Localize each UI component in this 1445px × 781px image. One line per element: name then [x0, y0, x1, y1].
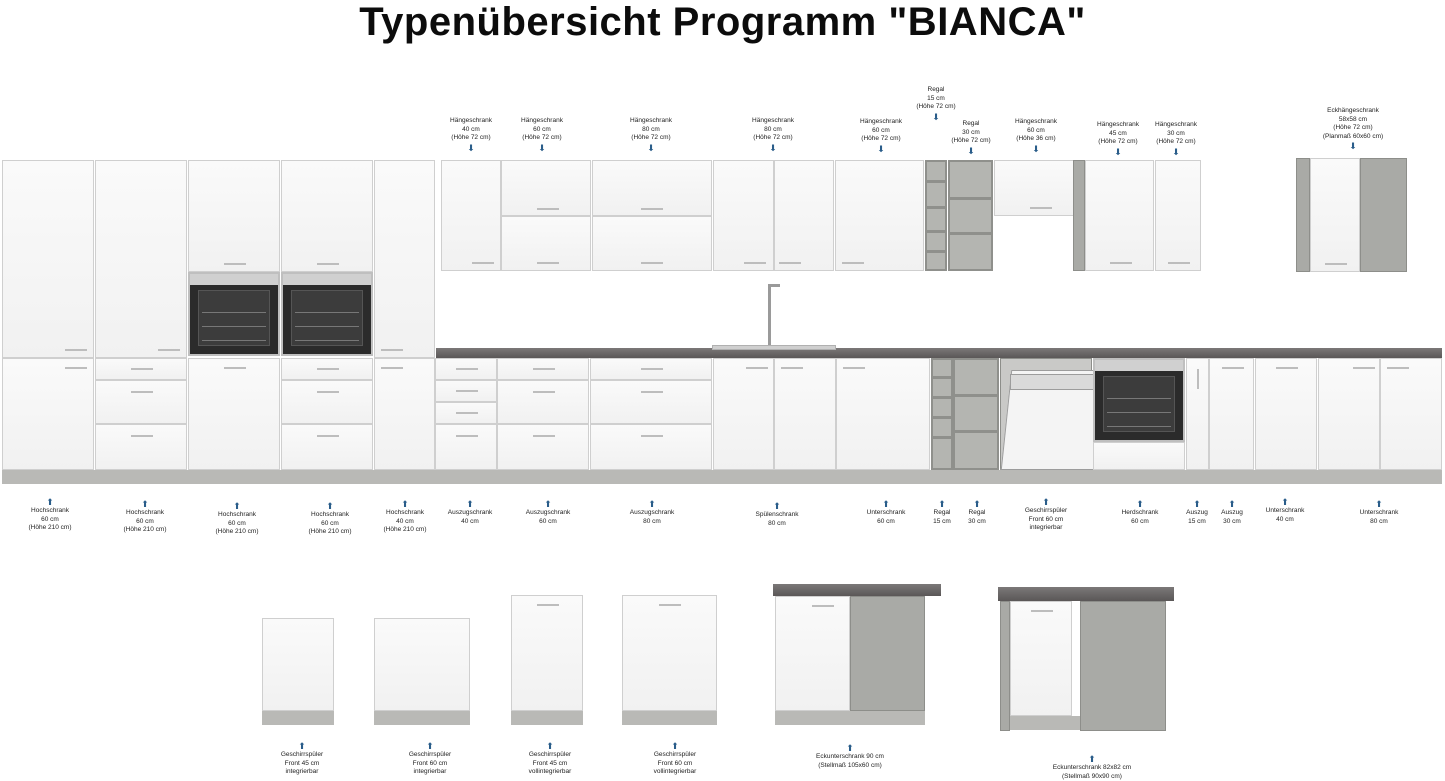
label-line: 80 cm	[630, 126, 672, 135]
label-line: Auszugschrank	[630, 509, 674, 518]
pull-out-30	[1209, 358, 1254, 470]
label-line: 60 cm	[526, 518, 570, 527]
arrow-up-icon: ⬆	[867, 500, 906, 509]
label-line: (Höhe 72 cm)	[860, 135, 902, 144]
wall-cabinet-60-lower	[501, 216, 591, 271]
label-line: 40 cm	[1266, 516, 1305, 525]
arrow-up-icon: ⬆	[816, 744, 884, 753]
tall-cabinet-3-top	[188, 160, 280, 272]
label-line: 60 cm	[1015, 127, 1057, 136]
drawer-80-1	[590, 358, 712, 380]
label-line: (Planmaß 60x60 cm)	[1323, 133, 1383, 142]
oven-2	[281, 272, 373, 356]
wall-cabinet-60b	[835, 160, 924, 271]
label-line: Hängeschrank	[1155, 121, 1197, 130]
label-line: integrierbar	[409, 768, 451, 777]
page-title: Typenübersicht Programm "BIANCA"	[0, 0, 1445, 44]
wall-cabinet-80b-right	[774, 160, 834, 271]
label-line: Regal	[951, 120, 990, 129]
arrow-up-icon: ⬆	[1266, 498, 1305, 507]
wall-cabinet-label	[1323, 107, 1383, 151]
label-line: 30 cm	[951, 129, 990, 138]
label-line: 80 cm	[752, 126, 794, 135]
wall-cabinet-80-upper	[592, 160, 712, 216]
label-line: Hängeschrank	[860, 118, 902, 127]
label-line: 60 cm	[29, 516, 72, 525]
base-cabinet-label	[216, 501, 259, 537]
wall-cabinet-45-side	[1073, 160, 1085, 271]
label-line: Herdschrank	[1122, 509, 1159, 518]
label-line: Auszugschrank	[526, 509, 570, 518]
base-cabinet-label	[124, 499, 167, 535]
base-cabinet-80-right	[1380, 358, 1442, 470]
label-line: Hängeschrank	[1015, 118, 1057, 127]
base-cabinet-label	[384, 499, 427, 535]
label-line: 60 cm	[867, 518, 906, 527]
label-line: 60 cm	[1122, 518, 1159, 527]
base-cabinet-label	[1122, 499, 1159, 526]
arrow-up-icon: ⬆	[1186, 500, 1208, 509]
sink	[712, 345, 836, 350]
base-cabinet-label	[933, 499, 951, 526]
extra-unit-label	[529, 741, 572, 777]
drawer-60-3	[497, 424, 589, 470]
label-line: (Höhe 210 cm)	[29, 524, 72, 533]
wall-cabinet-80-lower	[592, 216, 712, 271]
corner-wall-cabinet-side	[1296, 158, 1310, 272]
arrow-up-icon: ⬆	[29, 498, 72, 507]
arrow-up-icon: ⬆	[630, 500, 674, 509]
corner-wall-cabinet-body	[1360, 158, 1407, 272]
arrow-down-icon: ⬇	[916, 113, 955, 122]
corner-cabinet-82-side	[1000, 601, 1010, 731]
tall-cabinet-1	[2, 160, 94, 358]
label-line: (Höhe 72 cm)	[916, 103, 955, 112]
label-line: Regal	[933, 509, 951, 518]
label-line: (Höhe 72 cm)	[450, 134, 492, 143]
label-line: 60 cm	[124, 518, 167, 527]
arrow-up-icon: ⬆	[526, 500, 570, 509]
arrow-up-icon: ⬆	[1025, 498, 1067, 507]
dishwasher-panel	[1010, 374, 1098, 390]
label-line: Geschirrspüler	[654, 751, 697, 760]
arrow-down-icon: ⬇	[1015, 145, 1057, 154]
label-line: (Höhe 210 cm)	[124, 526, 167, 535]
label-line: 40 cm	[384, 518, 427, 527]
wall-cabinet-60-upper	[501, 160, 591, 216]
label-line: 80 cm	[630, 518, 674, 527]
tall-cabinet-4-drawer-1	[281, 358, 373, 380]
tall-cabinet-5	[374, 160, 435, 358]
label-line: 30 cm	[1221, 518, 1243, 527]
label-line: 60 cm	[860, 127, 902, 136]
label-line: Front 60 cm	[654, 760, 697, 769]
tall-cabinet-2-drawer-1	[95, 358, 187, 380]
base-cabinet-80-left	[1318, 358, 1380, 470]
label-line: integrierbar	[1025, 524, 1067, 533]
base-cabinet-label	[867, 499, 906, 526]
label-line: Front 45 cm	[529, 760, 572, 769]
arrow-up-icon: ⬆	[1122, 500, 1159, 509]
tall-cabinet-4-drawer-3	[281, 424, 373, 470]
wall-cabinet-label	[916, 86, 955, 122]
label-line: Geschirrspüler	[409, 751, 451, 760]
label-line: Unterschrank	[867, 509, 906, 518]
label-line: Hängeschrank	[1097, 121, 1139, 130]
label-line: (Stellmaß 90x90 cm)	[1053, 773, 1131, 781]
corner-cabinet-82-door	[1010, 601, 1072, 716]
drawer-80-3	[590, 424, 712, 470]
arrow-up-icon: ⬆	[409, 742, 451, 751]
extra-unit-label	[409, 741, 451, 777]
corner-cabinet-90-door	[775, 596, 850, 711]
base-cabinet-label	[630, 499, 674, 526]
label-line: 58x58 cm	[1323, 116, 1383, 125]
label-line: 80 cm	[756, 520, 799, 529]
arrow-up-icon: ⬆	[1360, 500, 1399, 509]
dishwasher-full-60	[622, 595, 717, 711]
label-line: Unterschrank	[1360, 509, 1399, 518]
base-cabinet-label	[526, 499, 570, 526]
corner-wall-cabinet	[1310, 158, 1360, 272]
label-line: Hochschrank	[216, 511, 259, 520]
base-shelf-30	[953, 358, 999, 470]
arrow-down-icon: ⬇	[860, 145, 902, 154]
label-line: Geschirrspüler	[281, 751, 323, 760]
dishwasher-front-45	[262, 618, 334, 711]
wall-cabinet-label	[521, 117, 563, 153]
label-line: (Höhe 72 cm)	[752, 134, 794, 143]
wall-cabinet-label	[450, 117, 492, 153]
tall-cabinet-3-lower	[188, 358, 280, 470]
arrow-up-icon: ⬆	[281, 742, 323, 751]
dishwasher-front-60	[374, 618, 470, 711]
arrow-up-icon: ⬆	[309, 502, 352, 511]
arrow-down-icon: ⬇	[1097, 148, 1139, 157]
arrow-down-icon: ⬇	[752, 144, 794, 153]
sink-cabinet-right	[774, 358, 836, 470]
tall-cabinet-5-lower	[374, 358, 435, 470]
label-line: Regal	[968, 509, 986, 518]
base-cabinet-60	[836, 358, 930, 470]
label-line: 15 cm	[916, 95, 955, 104]
wall-cabinet-80b-left	[713, 160, 774, 271]
wall-cabinet-40	[441, 160, 501, 271]
label-line: (Höhe 72 cm)	[1097, 138, 1139, 147]
label-line: Hochschrank	[384, 509, 427, 518]
drawer-40-4	[435, 424, 497, 470]
wall-cabinet-label	[1155, 121, 1197, 157]
label-line: Eckunterschrank 82x82 cm	[1053, 764, 1131, 773]
wall-shelf-30	[948, 160, 993, 271]
oven-1	[188, 272, 280, 356]
arrow-down-icon: ⬇	[450, 144, 492, 153]
arrow-up-icon: ⬆	[933, 500, 951, 509]
label-line: (Höhe 72 cm)	[1155, 138, 1197, 147]
wall-cabinet-60-low	[994, 160, 1085, 216]
label-line: Hängeschrank	[450, 117, 492, 126]
label-line: (Stellmaß 105x60 cm)	[816, 762, 884, 771]
base-cabinet-label	[1025, 497, 1067, 533]
label-line: (Höhe 210 cm)	[216, 528, 259, 537]
label-line: Auszug	[1221, 509, 1243, 518]
faucet-icon	[768, 284, 771, 348]
label-line: 80 cm	[1360, 518, 1399, 527]
base-cabinet-label	[1186, 499, 1208, 526]
base-cabinet-label	[448, 499, 492, 526]
label-line: vollintegrierbar	[654, 768, 697, 777]
label-line: Geschirrspüler	[529, 751, 572, 760]
label-line: (Höhe 72 cm)	[1323, 124, 1383, 133]
label-line: 15 cm	[933, 518, 951, 527]
label-line: Regal	[916, 86, 955, 95]
dishwasher-full-45	[511, 595, 583, 711]
drawer-40-3	[435, 402, 497, 424]
extra-unit-label	[281, 741, 323, 777]
countertop	[436, 348, 1442, 358]
base-cabinet-label	[1221, 499, 1243, 526]
arrow-down-icon: ⬇	[1323, 142, 1383, 151]
corner-cabinet-82-top	[998, 587, 1174, 601]
label-line: Hochschrank	[29, 507, 72, 516]
arrow-up-icon: ⬆	[124, 500, 167, 509]
arrow-up-icon: ⬆	[654, 742, 697, 751]
label-line: 40 cm	[448, 518, 492, 527]
label-line: Hängeschrank	[752, 117, 794, 126]
label-line: Eckunterschrank 90 cm	[816, 753, 884, 762]
arrow-down-icon: ⬇	[951, 147, 990, 156]
label-line: 60 cm	[521, 126, 563, 135]
extra-unit-label	[816, 743, 884, 770]
label-line: 15 cm	[1186, 518, 1208, 527]
wall-cabinet-label	[1015, 118, 1057, 154]
wall-cabinet-45	[1085, 160, 1154, 271]
arrow-up-icon: ⬆	[384, 500, 427, 509]
label-line: Unterschrank	[1266, 507, 1305, 516]
label-line: integrierbar	[281, 768, 323, 777]
label-line: Auszug	[1186, 509, 1208, 518]
drawer-40-1	[435, 358, 497, 380]
tall-cabinet-1-lower	[2, 358, 94, 470]
drawer-40-2	[435, 380, 497, 402]
label-line: Hochschrank	[309, 511, 352, 520]
wall-shelf-15	[925, 160, 947, 271]
label-line: Eckhängeschrank	[1323, 107, 1383, 116]
label-line: Front 45 cm	[281, 760, 323, 769]
label-line: (Höhe 72 cm)	[951, 137, 990, 146]
corner-cabinet-90-body	[850, 596, 925, 711]
wall-cabinet-label	[752, 117, 794, 153]
arrow-up-icon: ⬆	[1053, 755, 1131, 764]
label-line: Front 60 cm	[409, 760, 451, 769]
arrow-down-icon: ⬇	[1155, 148, 1197, 157]
arrow-up-icon: ⬆	[529, 742, 572, 751]
label-line: vollintegrierbar	[529, 768, 572, 777]
arrow-up-icon: ⬆	[756, 502, 799, 511]
label-line: 60 cm	[309, 520, 352, 529]
label-line: (Höhe 210 cm)	[309, 528, 352, 537]
label-line: 30 cm	[1155, 130, 1197, 139]
arrow-down-icon: ⬇	[521, 144, 563, 153]
drawer-60-1	[497, 358, 589, 380]
drawer-60-2	[497, 380, 589, 424]
tall-cabinet-4-drawer-2	[281, 380, 373, 424]
base-cabinet-label	[309, 501, 352, 537]
arrow-up-icon: ⬆	[968, 500, 986, 509]
label-line: Geschirrspüler	[1025, 507, 1067, 516]
tall-cabinet-2-drawer-2	[95, 380, 187, 424]
label-line: 60 cm	[216, 520, 259, 529]
base-cabinet-label	[1266, 497, 1305, 524]
label-line: (Höhe 72 cm)	[521, 134, 563, 143]
tall-cabinet-2	[95, 160, 187, 358]
label-line: Spülenschrank	[756, 511, 799, 520]
wall-cabinet-label	[630, 117, 672, 153]
label-line: (Höhe 36 cm)	[1015, 135, 1057, 144]
label-line: (Höhe 72 cm)	[630, 134, 672, 143]
oven-base	[1093, 358, 1185, 442]
label-line: 30 cm	[968, 518, 986, 527]
base-shelf-15	[931, 358, 953, 470]
arrow-down-icon: ⬇	[630, 144, 672, 153]
plinth	[2, 470, 1442, 484]
label-line: (Höhe 210 cm)	[384, 526, 427, 535]
corner-cabinet-82-body	[1080, 601, 1166, 731]
extra-unit-label	[1053, 754, 1131, 781]
base-cabinet-label	[756, 501, 799, 528]
wall-cabinet-30	[1155, 160, 1201, 271]
wall-cabinet-label	[951, 120, 990, 156]
pull-out-15	[1186, 358, 1209, 470]
base-cabinet-label	[29, 497, 72, 533]
tall-cabinet-4-top	[281, 160, 373, 272]
wall-cabinet-label	[860, 118, 902, 154]
base-cabinet-label	[968, 499, 986, 526]
drawer-80-2	[590, 380, 712, 424]
arrow-up-icon: ⬆	[1221, 500, 1243, 509]
label-line: Front 60 cm	[1025, 516, 1067, 525]
arrow-up-icon: ⬆	[448, 500, 492, 509]
arrow-up-icon: ⬆	[216, 502, 259, 511]
corner-cabinet-90-top	[773, 584, 941, 596]
label-line: 45 cm	[1097, 130, 1139, 139]
label-line: 40 cm	[450, 126, 492, 135]
tall-cabinet-2-drawer-3	[95, 424, 187, 470]
oven-base-drawer	[1093, 442, 1185, 470]
label-line: Hängeschrank	[630, 117, 672, 126]
wall-cabinet-label	[1097, 121, 1139, 157]
label-line: Hochschrank	[124, 509, 167, 518]
extra-unit-label	[654, 741, 697, 777]
base-cabinet-label	[1360, 499, 1399, 526]
label-line: Hängeschrank	[521, 117, 563, 126]
base-cabinet-40	[1255, 358, 1317, 470]
label-line: Auszugschrank	[448, 509, 492, 518]
sink-cabinet-left	[713, 358, 774, 470]
